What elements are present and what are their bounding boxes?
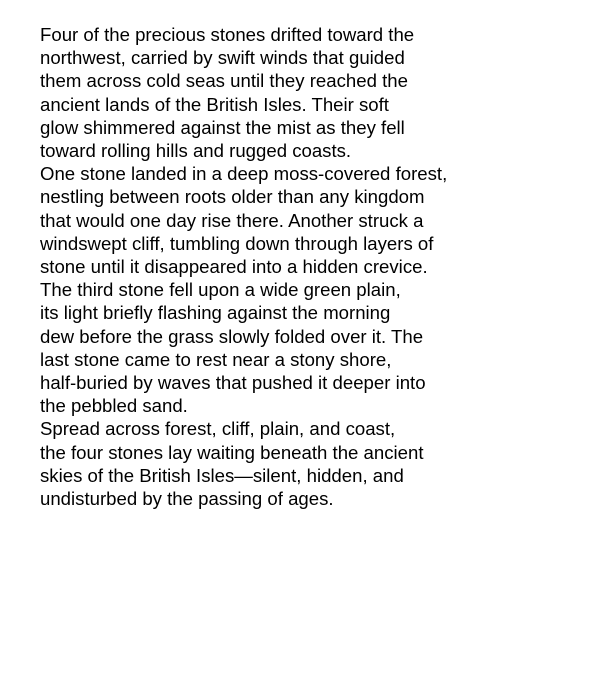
text-line: the pebbled sand.	[40, 395, 188, 417]
text-line: One stone landed in a deep moss-covered forest,	[40, 163, 448, 185]
text-line: that would one day rise there. Another struck a	[40, 209, 424, 231]
text-line: ancient lands of the British Isles. Their soft	[40, 93, 389, 115]
text-line: toward rolling hills and rugged coasts.	[40, 140, 352, 162]
text-line: them across cold seas until they reached the	[40, 70, 408, 92]
text-line: windswept cliff, tumbling down through layers of	[40, 232, 434, 254]
text-line: undisturbed by the passing of ages.	[40, 488, 334, 510]
text-line: Four of the precious stones drifted toward the	[40, 24, 415, 45]
text-line: northwest, carried by swift winds that guided	[40, 47, 405, 69]
text-line: its light briefly flashing against the morning	[40, 302, 391, 324]
text-line: the four stones lay waiting beneath the ancient	[40, 441, 424, 463]
text-line: Spread across forest, cliff, plain, and coast,	[40, 418, 396, 440]
text-line: skies of the British Isles—silent, hidden, and	[40, 464, 404, 486]
text-line: half-buried by waves that pushed it deeper into	[40, 372, 426, 394]
text-line: last stone came to rest near a stony shore,	[40, 348, 392, 370]
story-text-block	[40, 23, 560, 510]
text-line: glow shimmered against the mist as they fell	[40, 116, 405, 138]
text-line: nestling between roots older than any kingdom	[40, 186, 425, 208]
text-line: The third stone fell upon a wide green plain,	[40, 279, 401, 301]
text-line: dew before the grass slowly folded over it. The	[40, 325, 424, 347]
text-line: stone until it disappeared into a hidden crevice.	[40, 256, 428, 278]
